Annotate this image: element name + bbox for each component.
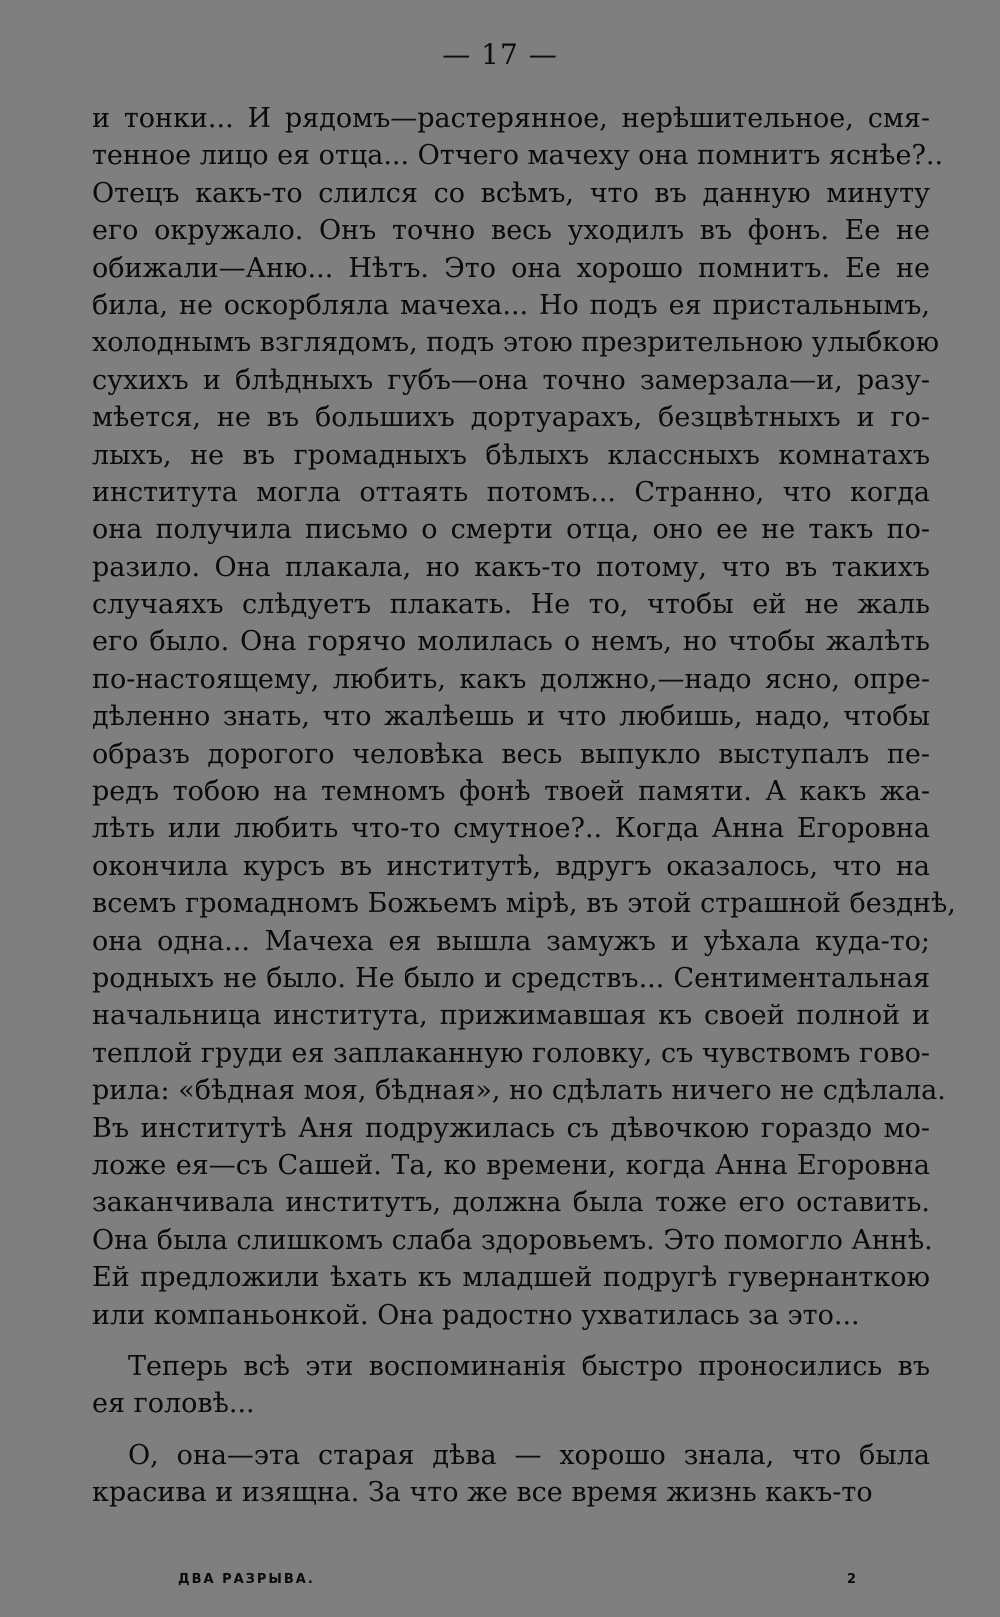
paragraph <box>92 1348 930 1423</box>
text-line: тенное лицо ея отца... Отчего мачеху она помнитъ яснѣе?.. <box>92 140 944 172</box>
text-line: начальница института, прижимавшая къ своей полной и <box>92 1000 930 1032</box>
text-line: ея головѣ... <box>92 1388 255 1420</box>
text-line: случаяхъ слѣдуетъ плакать. Не то, чтобы ей не жаль <box>92 589 930 621</box>
paragraph-gap <box>92 1423 930 1437</box>
text-line: родныхъ не было. Не было и средствъ... Сентиментальная <box>92 962 930 994</box>
paragraph <box>92 100 956 1334</box>
text-line: она получила письмо о смерти отца, оно ее не такъ по- <box>92 514 930 546</box>
text-line: сухихъ и блѣдныхъ губъ—она точно замерзала—и, разу- <box>92 364 930 396</box>
paragraph <box>92 1437 930 1512</box>
text-line: Теперь всѣ эти воспоминанія быстро проносились въ <box>128 1350 930 1382</box>
text-line: Въ институтѣ Аня подружилась съ дѣвочкою гораздо мо- <box>92 1112 930 1144</box>
text-line: теплой груди ея заплаканную головку, съ чувствомъ гово- <box>92 1037 931 1069</box>
text-line: института могла оттаять потомъ... Странно, что когда <box>92 476 930 508</box>
text-line: дѣленно знать, что жалѣешь и что любишь, надо, чтобы <box>92 701 930 733</box>
paragraph-gap <box>92 1334 930 1348</box>
text-line: лѣть или любить что-то смутное?.. Когда Анна Егоровна <box>92 813 930 845</box>
text-line: О, она—эта старая дѣва — хорошо знала, что была <box>128 1439 930 1471</box>
text-line: била, не оскорбляла мачеха... Но подъ ея пристальнымъ, <box>92 289 930 321</box>
text-line: редъ тобою на темномъ фонѣ твоей памяти. А какъ жа- <box>92 776 930 808</box>
text-line: Отецъ какъ-то слился со всѣмъ, что въ данную минуту <box>92 177 930 209</box>
text-line: Она была слишкомъ слаба здоровьемъ. Это помогло Аннѣ. <box>92 1224 933 1256</box>
text-line: рила: «бѣдная моя, бѣдная», но сдѣлать ничего не сдѣлала. <box>92 1075 946 1107</box>
text-line: его окружало. Онъ точно весь уходилъ въ фонъ. Ее не <box>92 215 930 247</box>
text-line: ложе ея—съ Сашей. Та, ко времени, когда Анна Егоровна <box>92 1149 930 1181</box>
text-body <box>92 100 956 1511</box>
text-line: его было. Она горячо молилась о немъ, но чтобы жалѣть <box>92 626 930 658</box>
text-line: разило. Она плакала, но какъ-то потому, что въ такихъ <box>92 551 930 583</box>
footer-sheet-number: 2 <box>846 1572 858 1587</box>
text-line: красива и изящна. За что же все время жизнь какъ-то <box>92 1477 873 1509</box>
footer-signature: ДВА РАЗРЫВА. <box>178 1572 315 1587</box>
text-line: она одна... Мачеха ея вышла замужъ и уѣхала куда-то; <box>92 925 930 957</box>
page-number: — 17 — <box>442 38 558 71</box>
text-line: Ей предложили ѣхать къ младшей подругѣ гувернанткою <box>92 1262 930 1294</box>
text-line: мѣется, не въ большихъ дортуарахъ, безцвѣтныхъ и го- <box>92 402 930 434</box>
text-line: по-настоящему, любить, какъ должно,—надо ясно, опре- <box>92 663 930 695</box>
text-line: или компаньонкой. Она радостно ухватилась за это... <box>92 1299 860 1331</box>
text-line: лыхъ, не въ громадныхъ бѣлыхъ классныхъ комнатахъ <box>92 439 930 471</box>
text-line: окончила курсъ въ институтѣ, вдругъ оказалось, что на <box>92 850 930 882</box>
text-line: холоднымъ взглядомъ, подъ этою презрительною улыбкою <box>92 327 940 359</box>
text-line: обижали—Аню... Нѣтъ. Это она хорошо помнитъ. Ее не <box>92 252 930 284</box>
text-line: и тонки... И рядомъ—растерянное, нерѣшительное, смя- <box>92 103 930 134</box>
text-line: заканчивала институтъ, должна была тоже его оставить. <box>92 1187 930 1219</box>
text-line: всемъ громадномъ Божьемъ мірѣ, въ этой страшной безднѣ, <box>92 888 956 920</box>
text-line: образъ дорогого человѣка весь выпукло выступалъ пе- <box>92 738 930 770</box>
